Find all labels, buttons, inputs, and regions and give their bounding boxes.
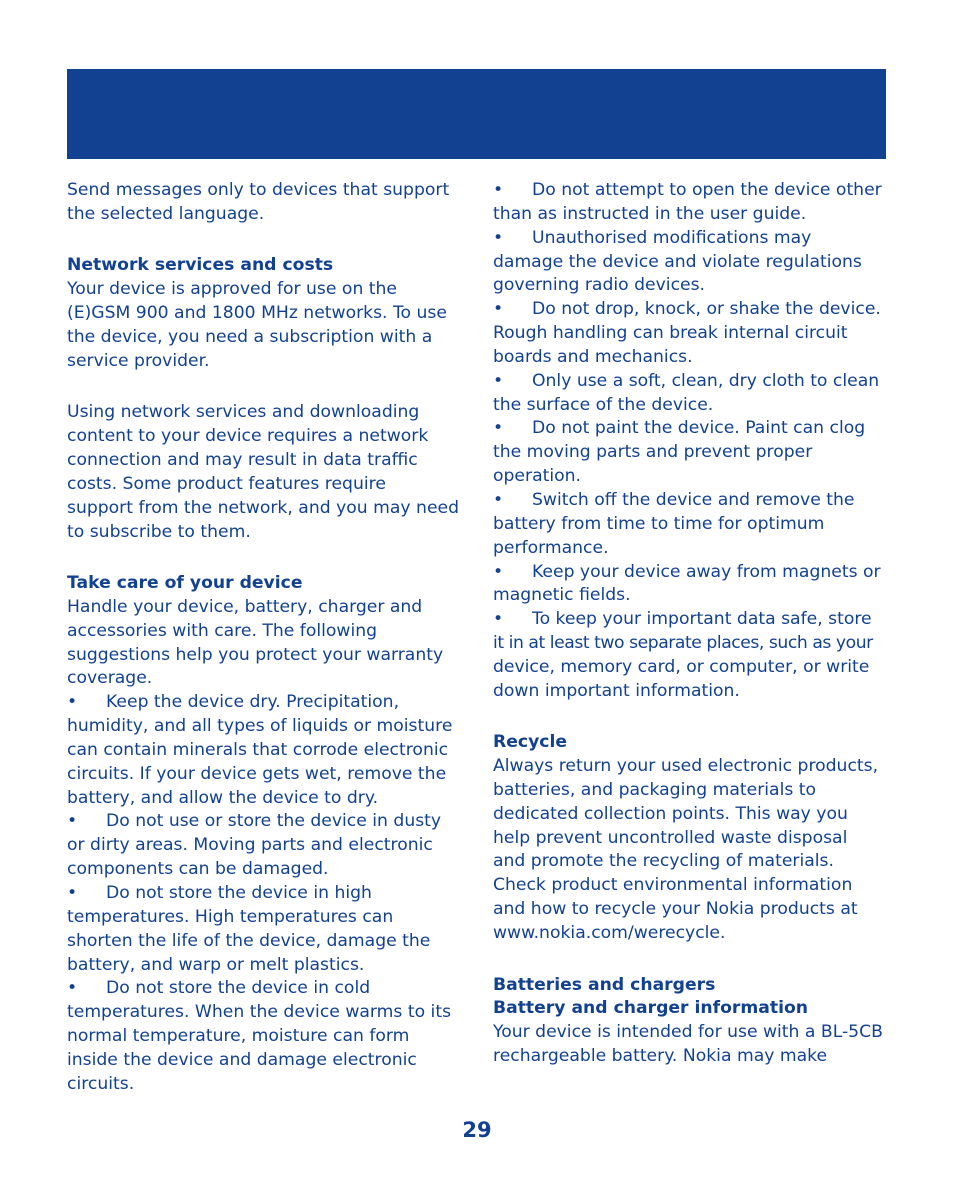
- batteries-chargers-heading: Batteries and chargers: [493, 974, 716, 995]
- intro-paragraph: [67, 179, 463, 227]
- text-line: accessories with care. The following: [67, 620, 378, 641]
- text-line: device, memory card, or computer, or write: [493, 656, 870, 677]
- care-bullet-item: [493, 370, 889, 418]
- text-line: Do not drop, knock, or shake the device.: [532, 299, 881, 320]
- text-line: Your device is approved for use on the: [67, 279, 398, 300]
- bullet-icon: •: [67, 978, 78, 999]
- care-bullet-item: [493, 227, 889, 299]
- text-line: Do not attempt to open the device other: [532, 180, 882, 200]
- text-line: coverage.: [67, 668, 153, 689]
- text-line: Do not store the device in high: [106, 883, 372, 903]
- bullet-icon: •: [493, 561, 504, 582]
- recycle-url: www.nokia.com/werecycle.: [493, 923, 726, 943]
- header-banner: [67, 69, 886, 159]
- care-bullet-item: [493, 417, 889, 489]
- right-column: [493, 179, 889, 1069]
- text-line: dedicated collection points. This way you: [493, 803, 848, 824]
- network-paragraph-1: [67, 278, 463, 373]
- text-line: boards and mechanics.: [493, 346, 693, 367]
- take-care-heading: Take care of your device: [67, 573, 303, 594]
- text-line: humidity, and all types of liquids or moisture: [67, 716, 453, 737]
- text-line: it in at least two separate places, such as your: [493, 633, 873, 654]
- text-line: operation.: [493, 466, 581, 487]
- text-line: Using network services and downloading: [67, 402, 420, 423]
- text-line: governing radio devices.: [493, 275, 706, 296]
- text-line: than as instructed in the user guide.: [493, 203, 807, 224]
- bullet-icon: •: [67, 883, 78, 903]
- text-line: circuits. If your device gets wet, remove the: [67, 763, 447, 784]
- text-line: Keep your device away from magnets or: [532, 561, 881, 582]
- text-line: temperatures. When the device warms to its: [67, 1002, 452, 1023]
- text-line: connection and may result in data traffic: [67, 449, 418, 470]
- text-line: Unauthorised modifications may: [532, 227, 812, 248]
- text-line: components can be damaged.: [67, 859, 329, 880]
- care-bullet-item: [67, 882, 463, 977]
- text-line: support from the network, and you may need: [67, 497, 460, 518]
- text-line: rechargeable battery. Nokia may make: [493, 1046, 828, 1067]
- text-line: the surface of the device.: [493, 394, 714, 415]
- text-line: the selected language.: [67, 203, 265, 224]
- text-line: and promote the recycling of materials.: [493, 851, 834, 872]
- recycle-paragraph: [493, 755, 889, 946]
- care-bullet-item: [493, 489, 889, 561]
- text-line: the device, you need a subscription with a: [67, 326, 433, 347]
- text-line: inside the device and damage electronic: [67, 1049, 417, 1070]
- text-line: battery from time to time for optimum: [493, 513, 825, 534]
- care-bullet-item: [67, 810, 463, 882]
- take-care-intro: [67, 596, 463, 691]
- text-line: Rough handling can break internal circuit: [493, 323, 848, 344]
- bullet-icon: •: [493, 418, 504, 439]
- text-line: costs. Some product features require: [67, 473, 386, 494]
- text-line: Do not store the device in cold: [106, 978, 371, 999]
- care-bullet-item: [493, 179, 889, 227]
- text-line: or dirty areas. Moving parts and electronic: [67, 835, 433, 856]
- text-line: Do not use or store the device in dusty: [106, 811, 442, 832]
- text-line: Only use a soft, clean, dry cloth to clean: [532, 370, 880, 391]
- text-line: the moving parts and prevent proper: [493, 442, 813, 463]
- text-line: and how to recycle your Nokia products at: [493, 899, 858, 920]
- bullet-icon: •: [493, 489, 504, 510]
- battery-info-subheading: Battery and charger information: [493, 998, 809, 1019]
- care-bullet-item: [493, 298, 889, 370]
- text-line: service provider.: [67, 350, 210, 371]
- text-line: circuits.: [67, 1073, 135, 1094]
- bullet-icon: •: [493, 180, 504, 200]
- text-line: Switch off the device and remove the: [532, 489, 855, 510]
- network-paragraph-2: [67, 401, 463, 544]
- care-bullet-item: [67, 691, 463, 810]
- text-line: Keep the device dry. Precipitation,: [106, 692, 400, 713]
- text-line: suggestions help you protect your warranty: [67, 644, 444, 665]
- text-line: shorten the life of the device, damage the: [67, 930, 431, 951]
- text-line: help prevent uncontrolled waste disposal: [493, 827, 848, 848]
- text-line: Send messages only to devices that support: [67, 180, 450, 200]
- text-line: content to your device requires a network: [67, 426, 429, 447]
- page-number: 29: [462, 1118, 492, 1142]
- text-line: damage the device and violate regulations: [493, 251, 862, 272]
- text-line: can contain minerals that corrode electronic: [67, 739, 449, 760]
- left-column: [67, 179, 463, 1097]
- text-line: temperatures. High temperatures can: [67, 906, 394, 927]
- text-line: normal temperature, moisture can form: [67, 1026, 410, 1047]
- text-line: Always return your used electronic products,: [493, 756, 879, 777]
- text-line: battery, and warp or melt plastics.: [67, 954, 365, 975]
- recycle-heading: Recycle: [493, 732, 568, 753]
- text-line: (E)GSM 900 and 1800 MHz networks. To use: [67, 303, 447, 324]
- bullet-icon: •: [493, 227, 504, 248]
- text-line: to subscribe to them.: [67, 521, 251, 542]
- network-services-heading: Network services and costs: [67, 255, 334, 276]
- bullet-icon: •: [493, 609, 504, 630]
- text-line: Your device is intended for use with a BL-5CB: [493, 1022, 883, 1043]
- text-line: magnetic fields.: [493, 585, 631, 606]
- text-line: batteries, and packaging materials to: [493, 779, 817, 800]
- bullet-icon: •: [493, 370, 504, 391]
- text-line: Do not paint the device. Paint can clog: [532, 418, 866, 439]
- text-line: Check product environmental information: [493, 875, 853, 896]
- text-line: battery, and allow the device to dry.: [67, 787, 379, 808]
- battery-paragraph: [493, 1021, 889, 1069]
- care-bullet-item: [493, 608, 889, 703]
- bullet-icon: •: [67, 811, 78, 832]
- care-bullet-item: [493, 561, 889, 609]
- text-line: To keep your important data safe, store: [532, 609, 872, 630]
- text-line: performance.: [493, 537, 609, 558]
- bullet-icon: •: [493, 299, 504, 320]
- bullet-icon: •: [67, 692, 78, 713]
- text-line: down important information.: [493, 680, 740, 701]
- care-bullet-item: [67, 977, 463, 1096]
- text-line: Handle your device, battery, charger and: [67, 596, 423, 617]
